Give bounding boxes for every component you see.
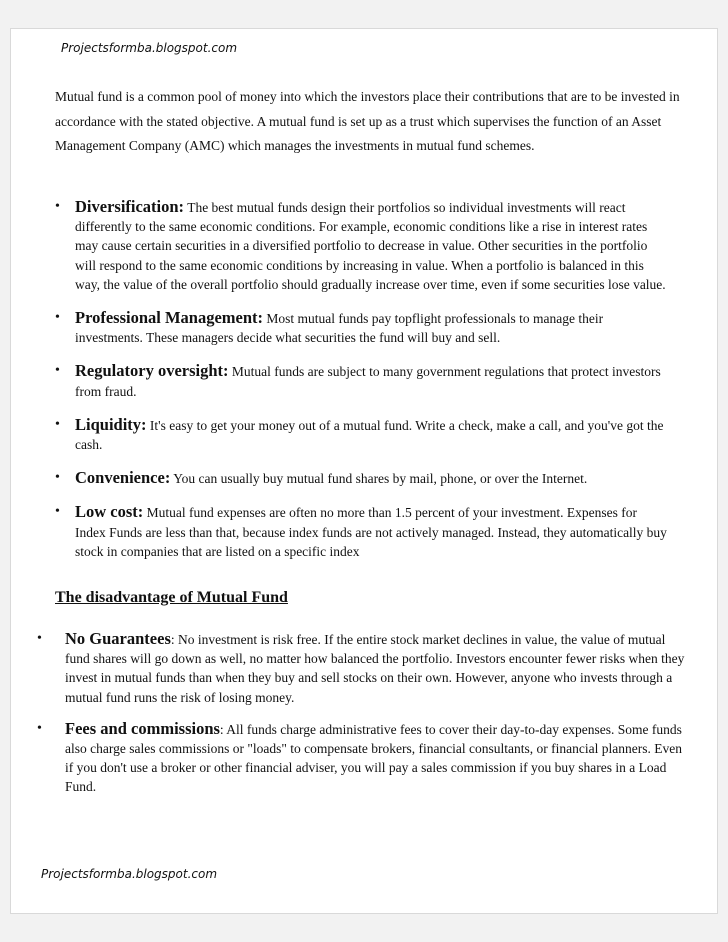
bullet-icon: • [55, 416, 60, 432]
list-item [33, 719, 693, 797]
disadvantages-list [33, 629, 693, 797]
list-item [51, 502, 671, 561]
item-text: Mutual fund expenses are often no more than 1.5 percent of your investment. Expenses for Index Funds are less than that, because index funds are not actively managed. Instead, they automatically buy stock in companies that are listed on a specific index [75, 505, 667, 559]
intro-paragraph: Mutual fund is a common pool of money into which the investors place their contributions that are to be invested in accordance with the stated objective. A mutual fund is set up as a trust which supervises the function of an Asset Management Company (AMC) which manages the investments in mutual fund schemes. [55, 89, 680, 153]
item-term: Fees and commissions [65, 718, 220, 738]
item-text: : No investment is risk free. If the entire stock market declines in value, the value of mutual fund shares will go down as well, no matter how balanced the portfolio. Investors encounter fewer risks when they invest in mutual funds than when they buy and sell stocks on their own. However, anyone who invests through a mutual fund runs the risk of losing money. [65, 632, 685, 705]
document-page [10, 28, 718, 914]
advantages-list [51, 197, 671, 561]
item-text: You can usually buy mutual fund shares by mail, phone, or over the Internet. [170, 471, 588, 487]
list-item [51, 415, 671, 454]
section-heading: The disadvantage of Mutual Fund [55, 589, 288, 606]
item-text: Mutual funds are subject to many government regulations that protect investors from fraud. [75, 364, 661, 399]
item-term: Convenience: [75, 468, 171, 488]
list-item [33, 629, 693, 707]
page-header: Projectsformba.blogspot.com [61, 41, 238, 55]
list-item [51, 308, 671, 347]
item-text: : All funds charge administrative fees to cover their day-to-day expenses. Some funds also charge sales commissions or "loads" to compensate brokers, financial consultants, or financial planners. Even if you don't use a broker or other financial adviser, you will pay a sales commission if you buy shares in a Load Fund. [65, 721, 682, 795]
bullet-icon: • [55, 363, 60, 379]
list-item [51, 468, 671, 488]
item-term: Diversification: [75, 197, 185, 216]
bullet-icon: • [55, 504, 60, 520]
item-text: The best mutual funds design their portfolios so individual investments will react differently to the same economic conditions. For example, economic conditions like a rise in interest rates may cause certain securities in a diversified portfolio to decrease in value. Other securities in the portfolio will respond to the same economic conditions by increasing in value. When a portfolio is balanced in this way, the value of the overall portfolio should gradually increase over time, even if some securities lose value. [75, 200, 666, 292]
bullet-icon: • [37, 631, 42, 646]
item-term: Professional Management: [75, 308, 264, 328]
item-text: It's easy to get your money out of a mutual fund. Write a check, make a call, and you've got the cash. [75, 417, 664, 453]
item-term: Low cost: [75, 502, 144, 522]
list-item [51, 197, 671, 294]
item-term: No Guarantees [65, 629, 171, 648]
item-text: Most mutual funds pay topflight professionals to manage their investments. These managers decide what securities the fund will buy and sell. [75, 311, 604, 346]
bullet-icon: • [37, 720, 42, 736]
bullet-icon: • [55, 310, 60, 326]
bullet-icon: • [55, 470, 60, 486]
list-item [51, 361, 671, 400]
item-term: Regulatory oversight: [75, 361, 229, 381]
item-term: Liquidity: [75, 414, 147, 434]
bullet-icon: • [55, 199, 60, 214]
page-footer: Projectsformba.blogspot.com [41, 867, 218, 881]
